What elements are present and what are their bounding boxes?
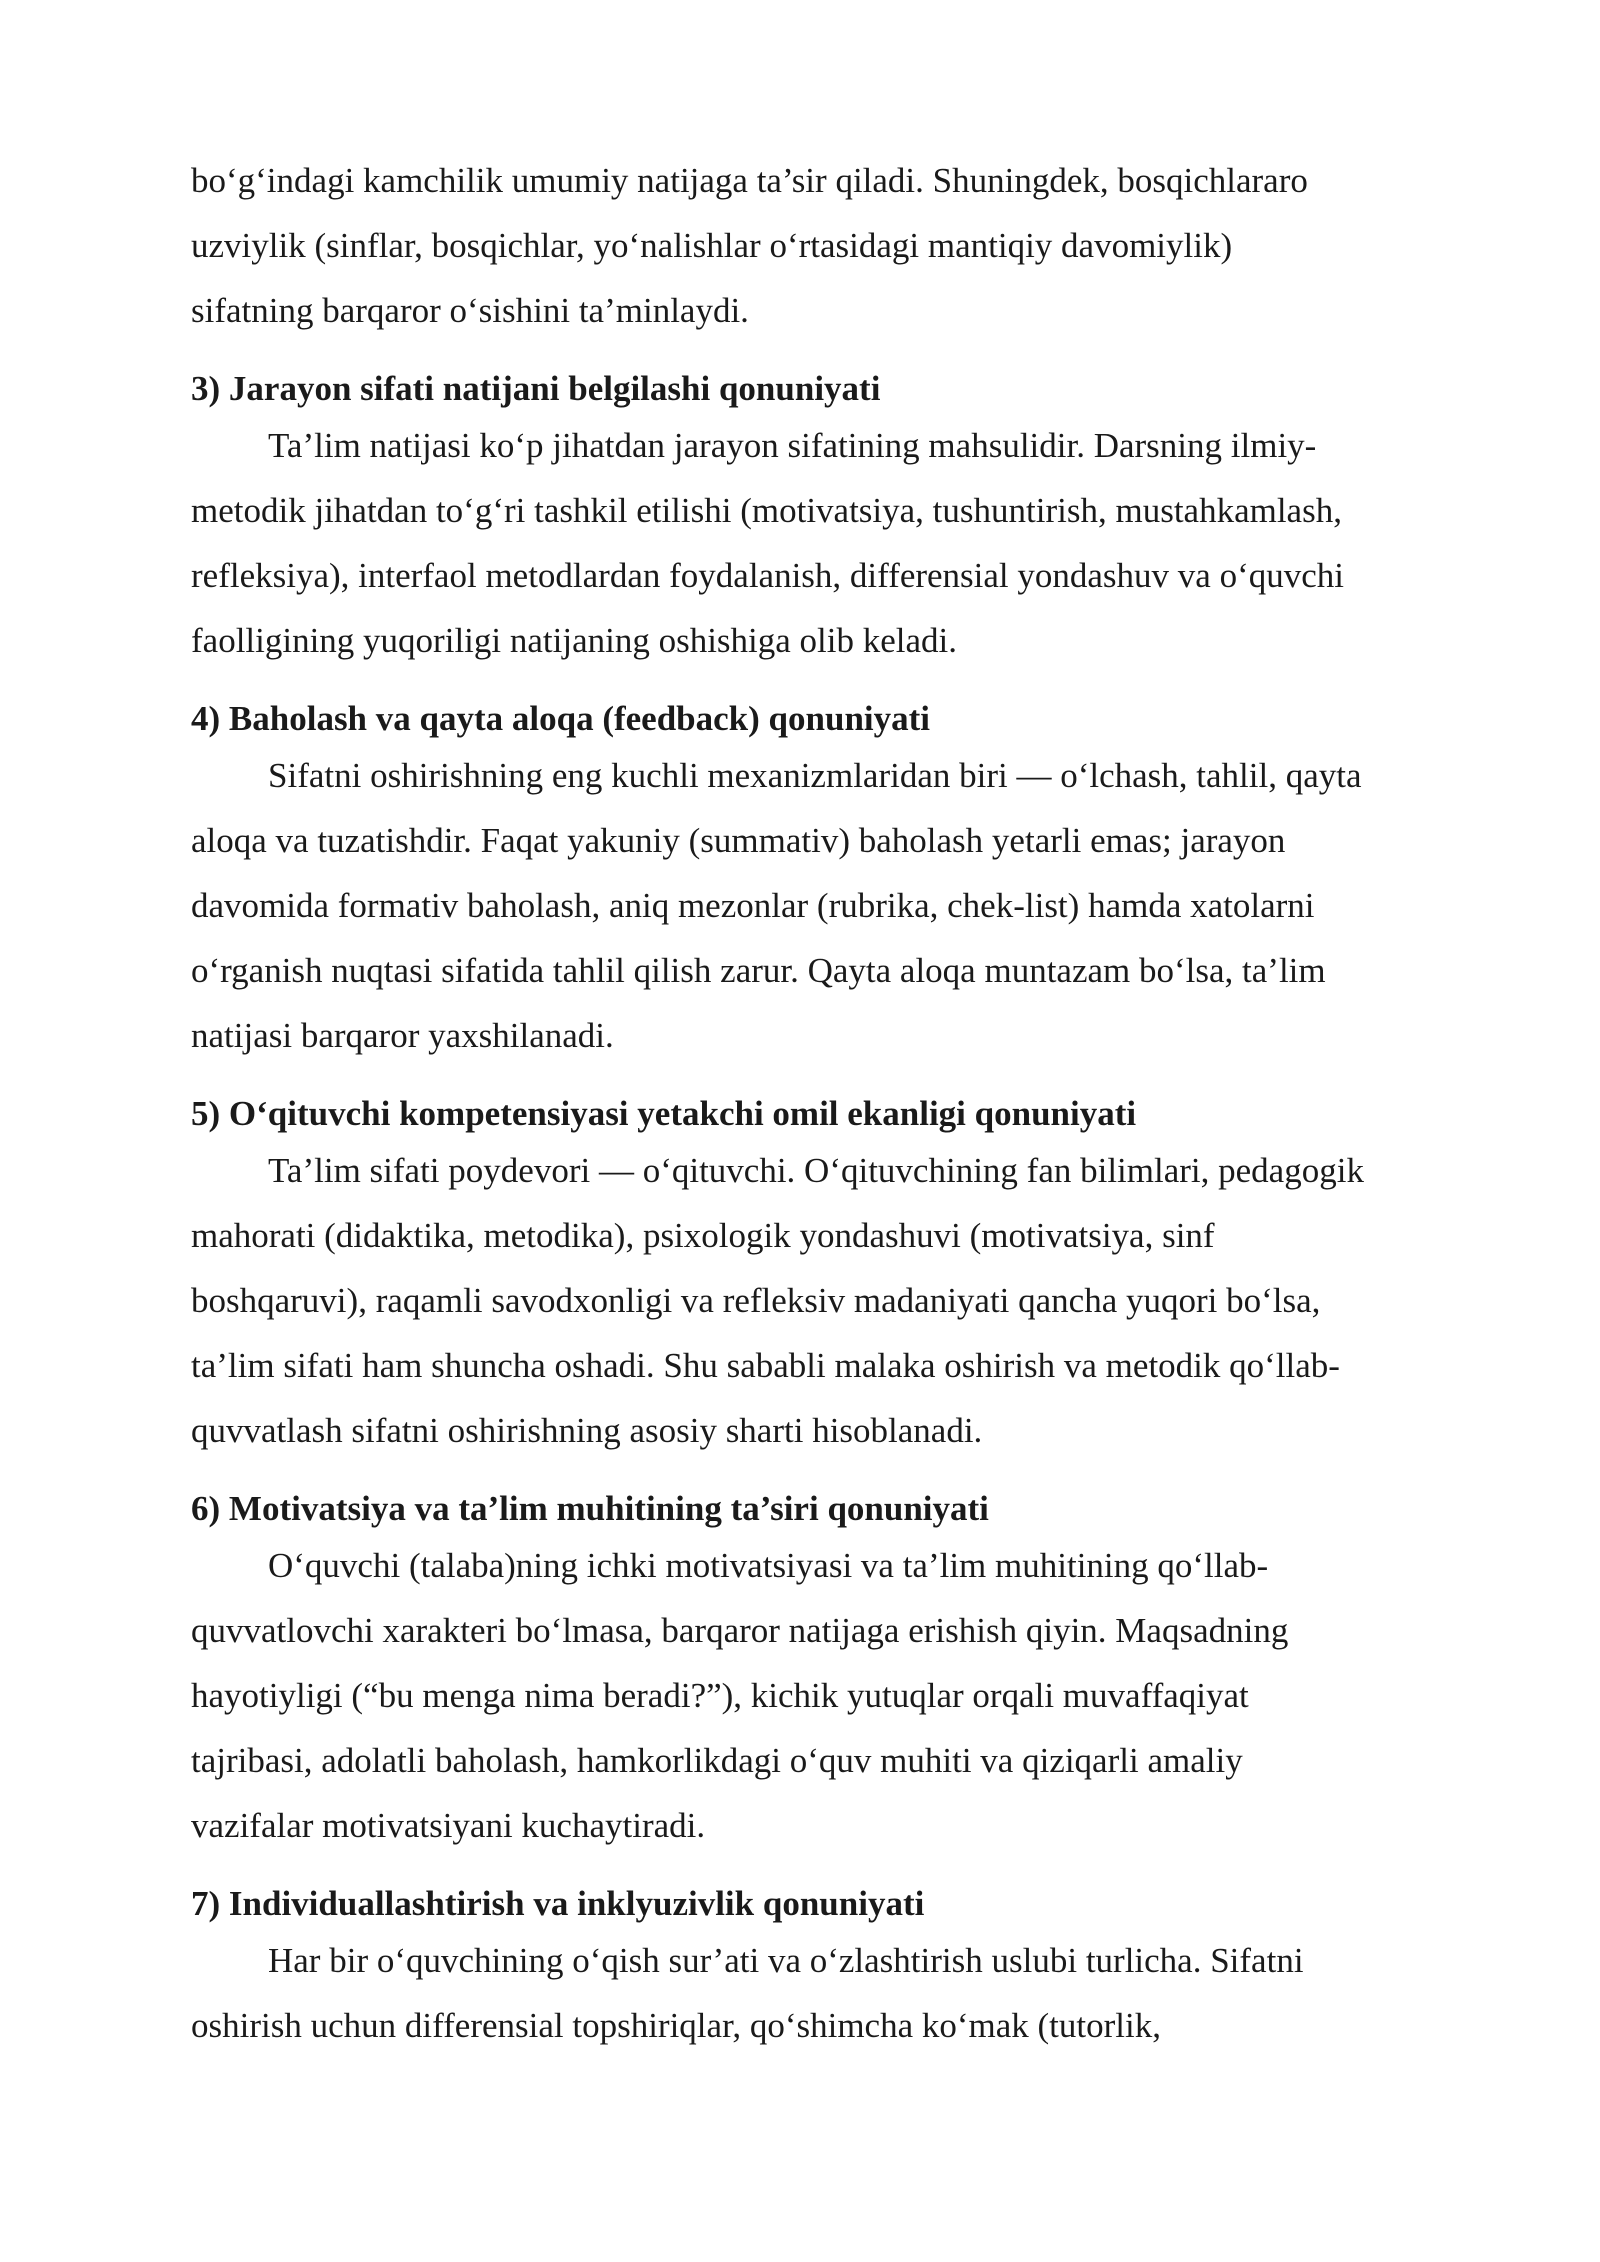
- text-line: Ta’lim natijasi ko‘p jihatdan jarayon sifatining mahsulidir. Darsning ilmiy-: [268, 426, 1317, 465]
- text-line: bo‘g‘indagi kamchilik umumiy natijaga ta’sir qiladi. Shuningdek, bosqichlararo: [191, 161, 1308, 200]
- text-line: boshqaruvi), raqamli savodxonligi va refleksiv madaniyati qancha yuqori bo‘lsa,: [191, 1281, 1321, 1320]
- section-heading-3: 3) Jarayon sifati natijani belgilashi qonuniyati: [191, 369, 881, 408]
- text-line: Sifatni oshirishning eng kuchli mexanizmlaridan biri — o‘lchash, tahlil, qayta: [268, 756, 1362, 795]
- text-line: tajribasi, adolatli baholash, hamkorlikdagi o‘quv muhiti va qiziqarli amaliy: [191, 1741, 1243, 1780]
- document-body: [191, 148, 1461, 2058]
- intro-paragraph: [191, 148, 1461, 343]
- section-paragraph-5: [191, 1138, 1461, 1463]
- text-line: ta’lim sifati ham shuncha oshadi. Shu sababli malaka oshirish va metodik qo‘llab-: [191, 1346, 1340, 1385]
- section-paragraph-6: [191, 1533, 1461, 1858]
- section-paragraph-4: [191, 743, 1461, 1068]
- text-line: metodik jihatdan to‘g‘ri tashkil etilishi (motivatsiya, tushuntirish, mustahkamlash,: [191, 491, 1342, 530]
- text-line: faolligining yuqoriligi natijaning oshishiga olib keladi.: [191, 621, 958, 660]
- text-line: aloqa va tuzatishdir. Faqat yakuniy (summativ) baholash yetarli emas; jarayon: [191, 821, 1286, 860]
- section-heading-4: 4) Baholash va qayta aloqa (feedback) qonuniyati: [191, 699, 931, 738]
- section-heading-6: 6) Motivatsiya va ta’lim muhitining ta’siri qonuniyati: [191, 1489, 989, 1528]
- text-line: O‘quvchi (talaba)ning ichki motivatsiyasi va ta’lim muhitining qo‘llab-: [268, 1546, 1269, 1585]
- text-line: oshirish uchun differensial topshiriqlar, qo‘shimcha ko‘mak (tutorlik,: [191, 2006, 1161, 2045]
- text-line: vazifalar motivatsiyani kuchaytiradi.: [191, 1806, 706, 1845]
- text-line: o‘rganish nuqtasi sifatida tahlil qilish zarur. Qayta aloqa muntazam bo‘lsa, ta’lim: [191, 951, 1326, 990]
- section-paragraph-7: [191, 1928, 1461, 2058]
- text-line: refleksiya), interfaol metodlardan foydalanish, differensial yondashuv va o‘quvchi: [191, 556, 1345, 595]
- text-line: natijasi barqaror yaxshilanadi.: [191, 1016, 614, 1055]
- text-line: quvvatlash sifatni oshirishning asosiy sharti hisoblanadi.: [191, 1411, 983, 1450]
- section-heading-7: 7) Individuallashtirish va inklyuzivlik qonuniyati: [191, 1884, 925, 1923]
- section-heading-5: 5) O‘qituvchi kompetensiyasi yetakchi omil ekanligi qonuniyati: [191, 1094, 1137, 1133]
- text-line: uzviylik (sinflar, bosqichlar, yo‘nalishlar o‘rtasidagi mantiqiy davomiylik): [191, 226, 1233, 265]
- text-line: Har bir o‘quvchining o‘qish sur’ati va o‘zlashtirish uslubi turlicha. Sifatni: [268, 1941, 1304, 1980]
- section-paragraph-3: [191, 413, 1461, 673]
- text-line: mahorati (didaktika, metodika), psixologik yondashuvi (motivatsiya, sinf: [191, 1216, 1215, 1255]
- text-line: sifatning barqaror o‘sishini ta’minlaydi.: [191, 291, 749, 330]
- text-line: quvvatlovchi xarakteri bo‘lmasa, barqaror natijaga erishish qiyin. Maqsadning: [191, 1611, 1289, 1650]
- text-line: davomida formativ baholash, aniq mezonlar (rubrika, chek-list) hamda xatolarni: [191, 886, 1315, 925]
- text-line: hayotiyligi (“bu menga nima beradi?”), kichik yutuqlar orqali muvaffaqiyat: [191, 1676, 1249, 1715]
- text-line: Ta’lim sifati poydevori — o‘qituvchi. O‘qituvchining fan bilimlari, pedagogik: [268, 1151, 1364, 1190]
